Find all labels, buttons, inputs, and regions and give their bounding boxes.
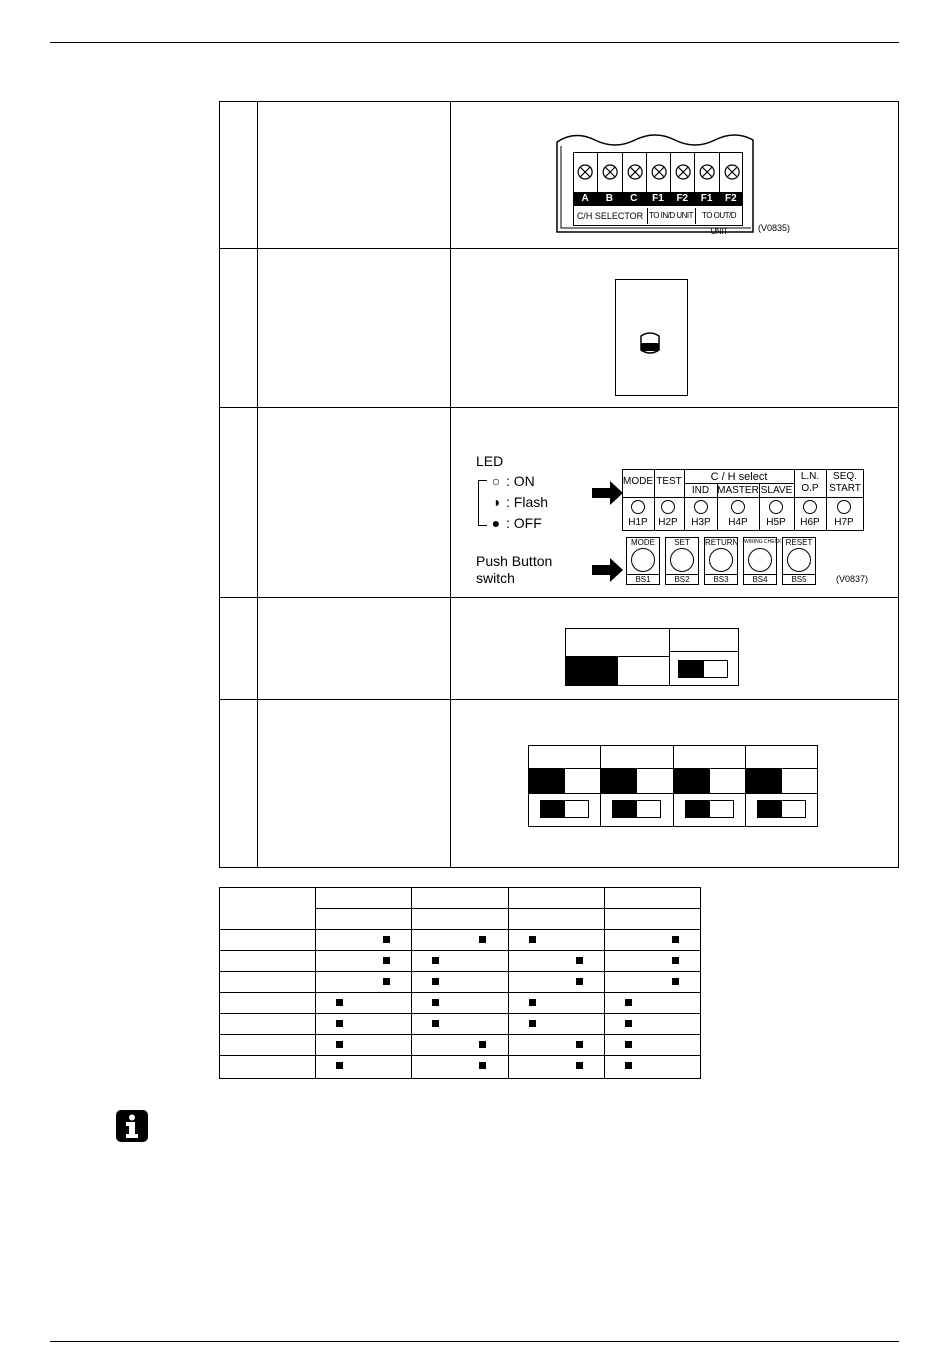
slide-switch	[757, 800, 806, 818]
marker-square	[336, 999, 343, 1006]
main-table-row-divider	[219, 248, 899, 249]
marker-square	[479, 1062, 486, 1069]
marker-square	[432, 999, 439, 1006]
setting-columns	[528, 768, 818, 827]
marker-square	[383, 978, 390, 985]
push-button-code: BS1	[627, 574, 659, 585]
marker-square	[625, 1020, 632, 1027]
terminal-screw-icon	[646, 152, 670, 192]
marker-square	[336, 1020, 343, 1027]
terminal-screws	[573, 152, 743, 192]
push-button[interactable]	[626, 537, 660, 585]
legend-off: ● : OFF	[486, 513, 548, 534]
push-button-code: BS5	[783, 574, 815, 585]
marker-square	[479, 1041, 486, 1048]
main-table-row-divider	[219, 699, 899, 700]
marker-square	[576, 978, 583, 985]
terminal-label: F1	[700, 193, 713, 204]
push-button-name: RETURN	[705, 538, 739, 547]
main-table-row-divider	[219, 407, 899, 408]
marker-square	[625, 1041, 632, 1048]
push-button-name: SET	[674, 538, 690, 547]
marker-square	[432, 978, 439, 985]
marker-square	[383, 957, 390, 964]
terminal-label: C	[630, 193, 638, 204]
terminal-labels	[573, 192, 743, 206]
push-button-cap-icon	[709, 548, 733, 572]
terminal-screw-icon	[670, 152, 694, 192]
table-row	[219, 1013, 701, 1014]
terminal-label: B	[605, 193, 614, 204]
push-button[interactable]	[704, 537, 738, 585]
push-button-code: BS2	[666, 574, 698, 585]
setting-fill-cell	[674, 769, 710, 793]
hdr-ln-op: L.N. O.P	[800, 471, 820, 494]
marker-square	[576, 957, 583, 964]
terminal-screw-icon	[694, 152, 718, 192]
group-ch-selector: C/H SELECTOR	[573, 208, 648, 224]
led-code: H3P	[691, 517, 711, 528]
led-indicator-icon	[769, 500, 783, 514]
arrow-right-icon	[592, 558, 624, 582]
led-code: H5P	[766, 517, 786, 528]
main-table-row-divider	[219, 597, 899, 598]
setting-fill-cell	[601, 769, 637, 793]
table-row	[219, 1034, 701, 1035]
push-button-label: Push Button switch	[476, 553, 553, 586]
led-indicator-icon	[731, 500, 745, 514]
push-button-name: MODE	[631, 538, 655, 547]
led-indicator-icon	[661, 500, 675, 514]
led-indicator-icon	[837, 500, 851, 514]
switch-symbol-icon	[638, 332, 662, 354]
marker-square	[336, 1041, 343, 1048]
terminal-label: F2	[676, 193, 689, 204]
switch-figure-frame	[615, 279, 688, 396]
led-on-icon: ○	[491, 473, 501, 489]
marker-square	[672, 978, 679, 985]
marker-square	[529, 1020, 536, 1027]
hdr-test: TEST	[656, 476, 682, 487]
push-button-name: RESET	[785, 538, 813, 547]
marker-square	[672, 957, 679, 964]
led-code: H7P	[834, 517, 854, 528]
marker-square	[576, 1062, 583, 1069]
hdr-seq-start: SEQ. START	[829, 471, 861, 494]
info-icon	[115, 1109, 149, 1143]
led-flash-icon: ◑	[491, 494, 501, 510]
marker-square	[479, 936, 486, 943]
led-legend-title: LED	[476, 453, 504, 469]
marker-square	[576, 1041, 583, 1048]
hdr-slave: SLAVE	[760, 485, 793, 496]
marker-square	[432, 957, 439, 964]
marker-table-body	[219, 929, 701, 1079]
legend-on: ○ : ON	[486, 471, 548, 492]
led-off-icon: ●	[491, 515, 501, 531]
table-row	[219, 929, 701, 930]
hdr-mode: MODE	[623, 476, 653, 487]
marker-square	[432, 1020, 439, 1027]
header-rule	[50, 42, 899, 43]
marker-square	[529, 936, 536, 943]
terminal-label: F2	[725, 193, 737, 204]
terminal-screw-icon	[573, 152, 597, 192]
push-button-code: BS4	[744, 574, 776, 585]
figure-code-v0835: (V0835)	[758, 223, 791, 233]
marker-square	[383, 936, 390, 943]
terminal-label: F1	[652, 193, 664, 204]
group-to-ind-unit: TO IN/D UNIT	[647, 208, 696, 224]
push-button[interactable]	[665, 537, 699, 585]
slide-switch	[678, 660, 728, 678]
led-indicator-icon	[694, 500, 708, 514]
push-button-cap-icon	[631, 548, 655, 572]
slide-switch	[612, 800, 661, 818]
led-code: H1P	[628, 517, 648, 528]
push-button-code: BS3	[705, 574, 737, 585]
table-row	[219, 1055, 701, 1056]
slide-switch	[685, 800, 734, 818]
led-code: H6P	[800, 517, 820, 528]
terminal-label: A	[581, 193, 589, 204]
push-button-row	[622, 537, 822, 585]
hdr-master: MASTER	[717, 485, 759, 496]
push-button-cap-icon	[670, 548, 694, 572]
terminal-screw-icon	[719, 152, 743, 192]
push-button-cap-icon	[748, 548, 772, 572]
legend-flash: ◑ : Flash	[486, 492, 548, 513]
table-row	[219, 950, 701, 951]
led-row	[622, 497, 864, 531]
group-to-outd-unit: TO OUT/D UNIT	[701, 211, 737, 236]
push-button-cap-icon	[787, 548, 811, 572]
hdr-ch-select: C / H select	[710, 471, 768, 483]
table-row	[219, 992, 701, 993]
hdr-ind: IND	[691, 485, 710, 496]
marker-square	[625, 1062, 632, 1069]
marker-square	[336, 1062, 343, 1069]
main-table-col-divider-2	[450, 101, 451, 868]
led-indicator-icon	[803, 500, 817, 514]
push-button[interactable]	[743, 537, 782, 585]
slide-switch	[540, 800, 589, 818]
main-table-col-divider-1	[257, 101, 258, 868]
figure-code-v0837: (V0837)	[836, 574, 869, 584]
terminal-block-figure	[555, 128, 791, 238]
led-code: H4P	[728, 517, 748, 528]
push-button[interactable]	[782, 537, 816, 585]
table-row	[219, 971, 701, 972]
footer-rule	[50, 1341, 899, 1342]
terminal-screw-icon	[622, 152, 646, 192]
marker-square	[672, 936, 679, 943]
led-code: H2P	[658, 517, 678, 528]
setting-fill-cell	[529, 769, 565, 793]
led-legend	[486, 471, 548, 534]
push-button-name: WIRING CHECK	[744, 539, 782, 545]
marker-square	[625, 999, 632, 1006]
terminal-screw-icon	[597, 152, 621, 192]
led-indicator-icon	[631, 500, 645, 514]
marker-square	[529, 999, 536, 1006]
setting-fill-cell	[566, 657, 618, 685]
arrow-right-icon	[592, 481, 624, 505]
setting-fill-cell	[746, 769, 782, 793]
